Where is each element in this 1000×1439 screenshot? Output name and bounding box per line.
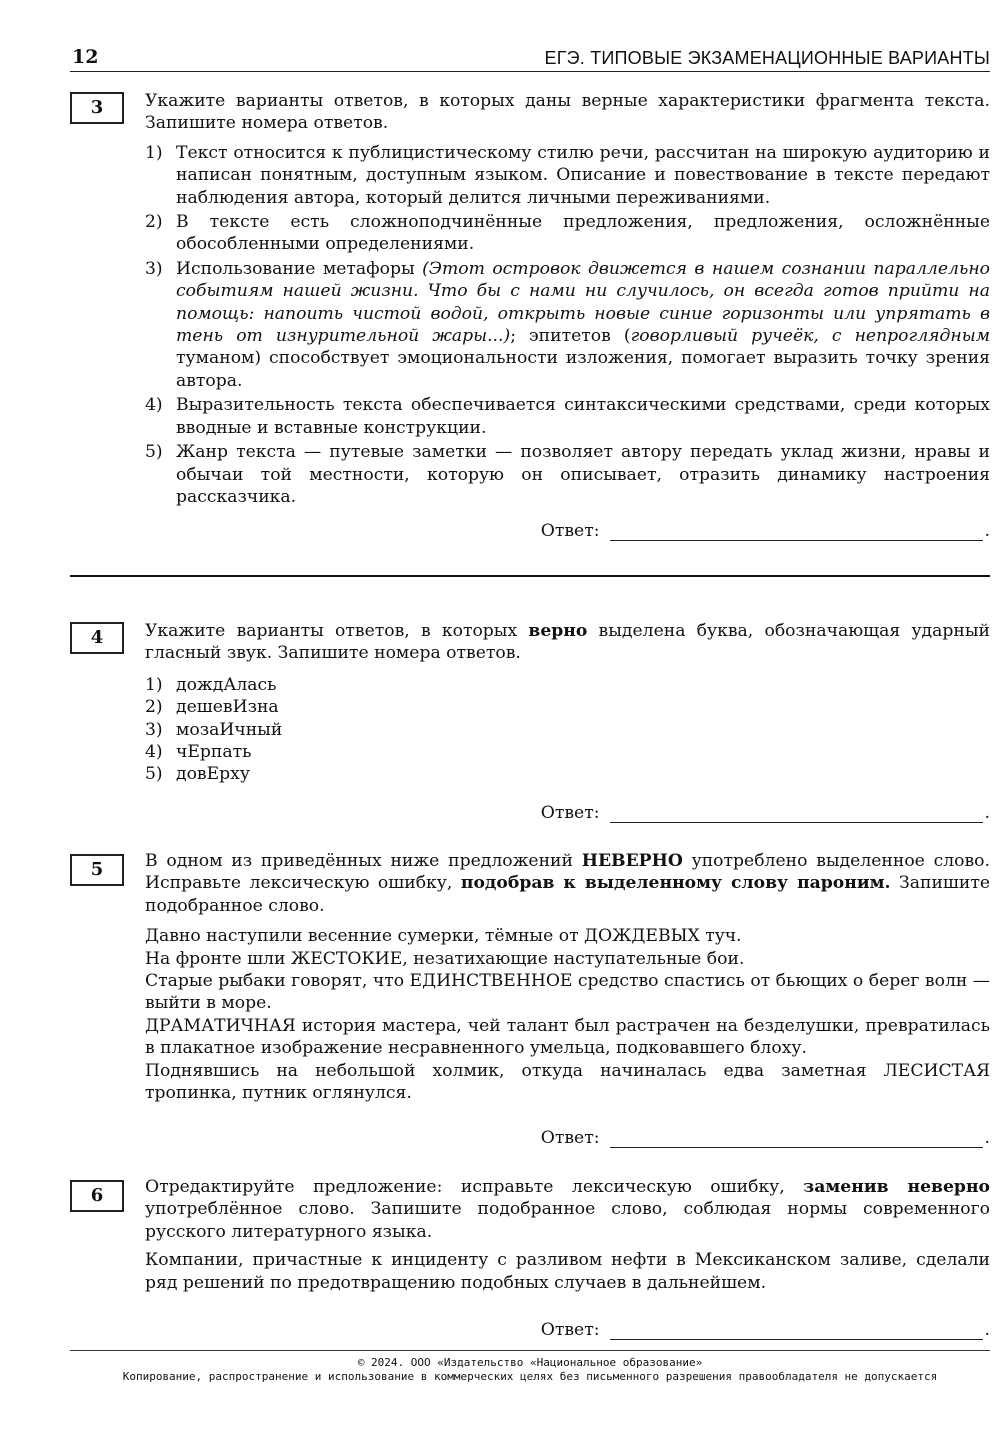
option-text: В тексте есть сложноподчинённые предложения, предложения, осложнённые обособленными определениями.	[176, 212, 990, 255]
option-number: 3)	[145, 258, 163, 279]
task-question	[145, 850, 990, 917]
footer-copyright: © 2024. ООО «Издательство «Национальное образование»	[357, 1356, 703, 1369]
text-fragment: Использование метафоры	[176, 258, 423, 279]
options-list	[145, 142, 990, 509]
word-item	[145, 674, 990, 696]
sentence: Давно наступили весенние сумерки, тёмные от ДОЖДЕВЫХ туч.	[145, 926, 742, 947]
text-fragment: Укажите варианты ответов, в которых	[145, 621, 529, 641]
word-item	[145, 696, 990, 718]
answer-label: Ответ:	[540, 803, 600, 823]
option-text: Выразительность текста обеспечивается синтаксическими средствами, среди которых вводные и вставные конструкции.	[176, 395, 990, 438]
sentence: Поднявшись на небольшой холмик, откуда начиналась едва заметная ЛЕСИСТАЯ тропинка, путник оглянулся.	[145, 1060, 990, 1104]
words-list	[145, 674, 990, 786]
word-item	[145, 719, 990, 741]
option-item	[145, 441, 990, 508]
answer-field[interactable]	[610, 802, 983, 823]
answer-dot: .	[984, 1128, 990, 1148]
word: мозаИчный	[176, 719, 283, 740]
task-4	[70, 620, 990, 786]
text-fragment: В одном из приведённых ниже предложений	[145, 851, 582, 871]
italic-quote: (Этот островок движется в нашем сознании параллельно событиям нашей жизни. Что бы с нами ни случилось, он всегда готов прийти на помощь: напоить чистой водой, открыть новые синие горизонты или упрятать в тень от изнурительной жары...)	[176, 258, 990, 347]
task-number-box: 5	[70, 854, 124, 886]
option-number: 4)	[145, 395, 163, 416]
word: дешевИзна	[176, 697, 279, 718]
task-6	[70, 1176, 990, 1294]
option-number: 2)	[145, 697, 163, 718]
header-title: ЕГЭ. ТИПОВЫЕ ЭКЗАМЕНАЦИОННЫЕ ВАРИАНТЫ	[544, 48, 990, 68]
option-item	[145, 258, 990, 392]
answer-dot: .	[984, 521, 990, 541]
text-fragment: выделена буква, обозначающая ударный гласный звук. Запишите номера ответов.	[145, 621, 990, 664]
answer-row	[70, 1115, 990, 1148]
text-fragment: употреблённое слово. Запишите подобранное слово, соблюдая нормы современного русского литературного языка.	[145, 1199, 990, 1242]
bold-instruction: заменив неверно	[803, 1177, 990, 1197]
task-question	[145, 1176, 990, 1243]
answer-row	[70, 1307, 990, 1340]
option-number: 5)	[145, 442, 163, 463]
option-item	[145, 394, 990, 439]
task-5	[70, 850, 990, 1104]
answer-row	[70, 508, 990, 541]
option-text: Жанр текста — путевые заметки — позволяет автору передать уклад жизни, нравы и обычаи той местности, которую он описывает, отразить динамику настроения рассказчика.	[176, 442, 990, 507]
word: дождАлась	[176, 674, 277, 695]
text-fragment: ; эпитетов (	[510, 326, 631, 347]
answer-dot: .	[984, 803, 990, 823]
option-item	[145, 142, 990, 209]
task-3	[70, 90, 990, 510]
sentence: На фронте шли ЖЕСТОКИЕ, незатихающие наступательные бои.	[145, 948, 745, 969]
option-number: 2)	[145, 212, 163, 233]
text-fragment: Запишите подобранное слово.	[145, 873, 991, 916]
answer-row	[70, 790, 990, 823]
option-number: 1)	[145, 142, 163, 163]
answer-field[interactable]	[610, 520, 983, 541]
option-number: 1)	[145, 674, 163, 695]
answer-label: Ответ:	[540, 1320, 600, 1340]
option-text	[176, 258, 990, 392]
answer-label: Ответ:	[540, 521, 600, 541]
text-fragment: употреблено выделенное слово. Исправьте лексическую ошибку,	[145, 851, 990, 894]
bold-instruction: подобрав к выделенному слову пароним.	[460, 873, 891, 894]
task-question	[145, 620, 990, 665]
bold-keyword: НЕВЕРНО	[581, 851, 683, 871]
word-item	[145, 763, 990, 785]
sentence: Старые рыбаки говорят, что ЕДИНСТВЕННОЕ средство спастись от бьющих о берег волн — выйти в море.	[145, 971, 990, 1014]
answer-label: Ответ:	[540, 1128, 600, 1148]
task-number-box: 3	[70, 92, 124, 124]
task-number-box: 6	[70, 1180, 124, 1212]
option-number: 3)	[145, 719, 163, 740]
sentence: Компании, причастные к инциденту с разливом нефти в Мексиканском заливе, сделали ряд решений по предотвращению подобных случаев в дальнейшем.	[145, 1250, 990, 1293]
header-rule	[70, 71, 990, 72]
option-text: Текст относится к публицистическому стилю речи, рассчитан на широкую аудиторию и написан понятным, доступным языком. Описание и повествование в тексте передают наблюдения автора, который делится личными переживаниями.	[176, 142, 990, 208]
answer-field[interactable]	[610, 1127, 983, 1148]
text-fragment: Отредактируйте предложение: исправьте лексическую ошибку,	[145, 1177, 804, 1197]
answer-dot: .	[984, 1320, 990, 1340]
italic-epithets: говорливый ручеёк, с непроглядным	[630, 326, 990, 347]
word: довЕрху	[176, 764, 250, 785]
option-number: 5)	[145, 764, 163, 785]
bold-keyword: верно	[528, 621, 588, 641]
word: чЕрпать	[176, 742, 252, 763]
word-item	[145, 741, 990, 763]
option-number: 4)	[145, 742, 163, 763]
footer-notice: Копирование, распространение и использование в коммерческих целях без письменного разрешения правообладателя не допускается	[122, 1370, 938, 1383]
option-item	[145, 211, 990, 256]
text-fragment: туманом) способствует эмоциональности изложения, помогает выразить точку зрения автора.	[176, 348, 990, 391]
sentence: ДРАМАТИЧНАЯ история мастера, чей талант был растрачен на безделушки, превратилась в плакатное изображение несравненного умельца, подковавшего блоху.	[145, 1015, 990, 1059]
task-number-box: 4	[70, 622, 124, 654]
section-separator	[70, 575, 990, 577]
footer-rule	[70, 1350, 990, 1351]
answer-field[interactable]	[610, 1319, 983, 1340]
task-question: Укажите варианты ответов, в которых даны верные характеристики фрагмента текста. Запишите номера ответов.	[145, 91, 990, 134]
page-number: 12	[72, 46, 99, 68]
